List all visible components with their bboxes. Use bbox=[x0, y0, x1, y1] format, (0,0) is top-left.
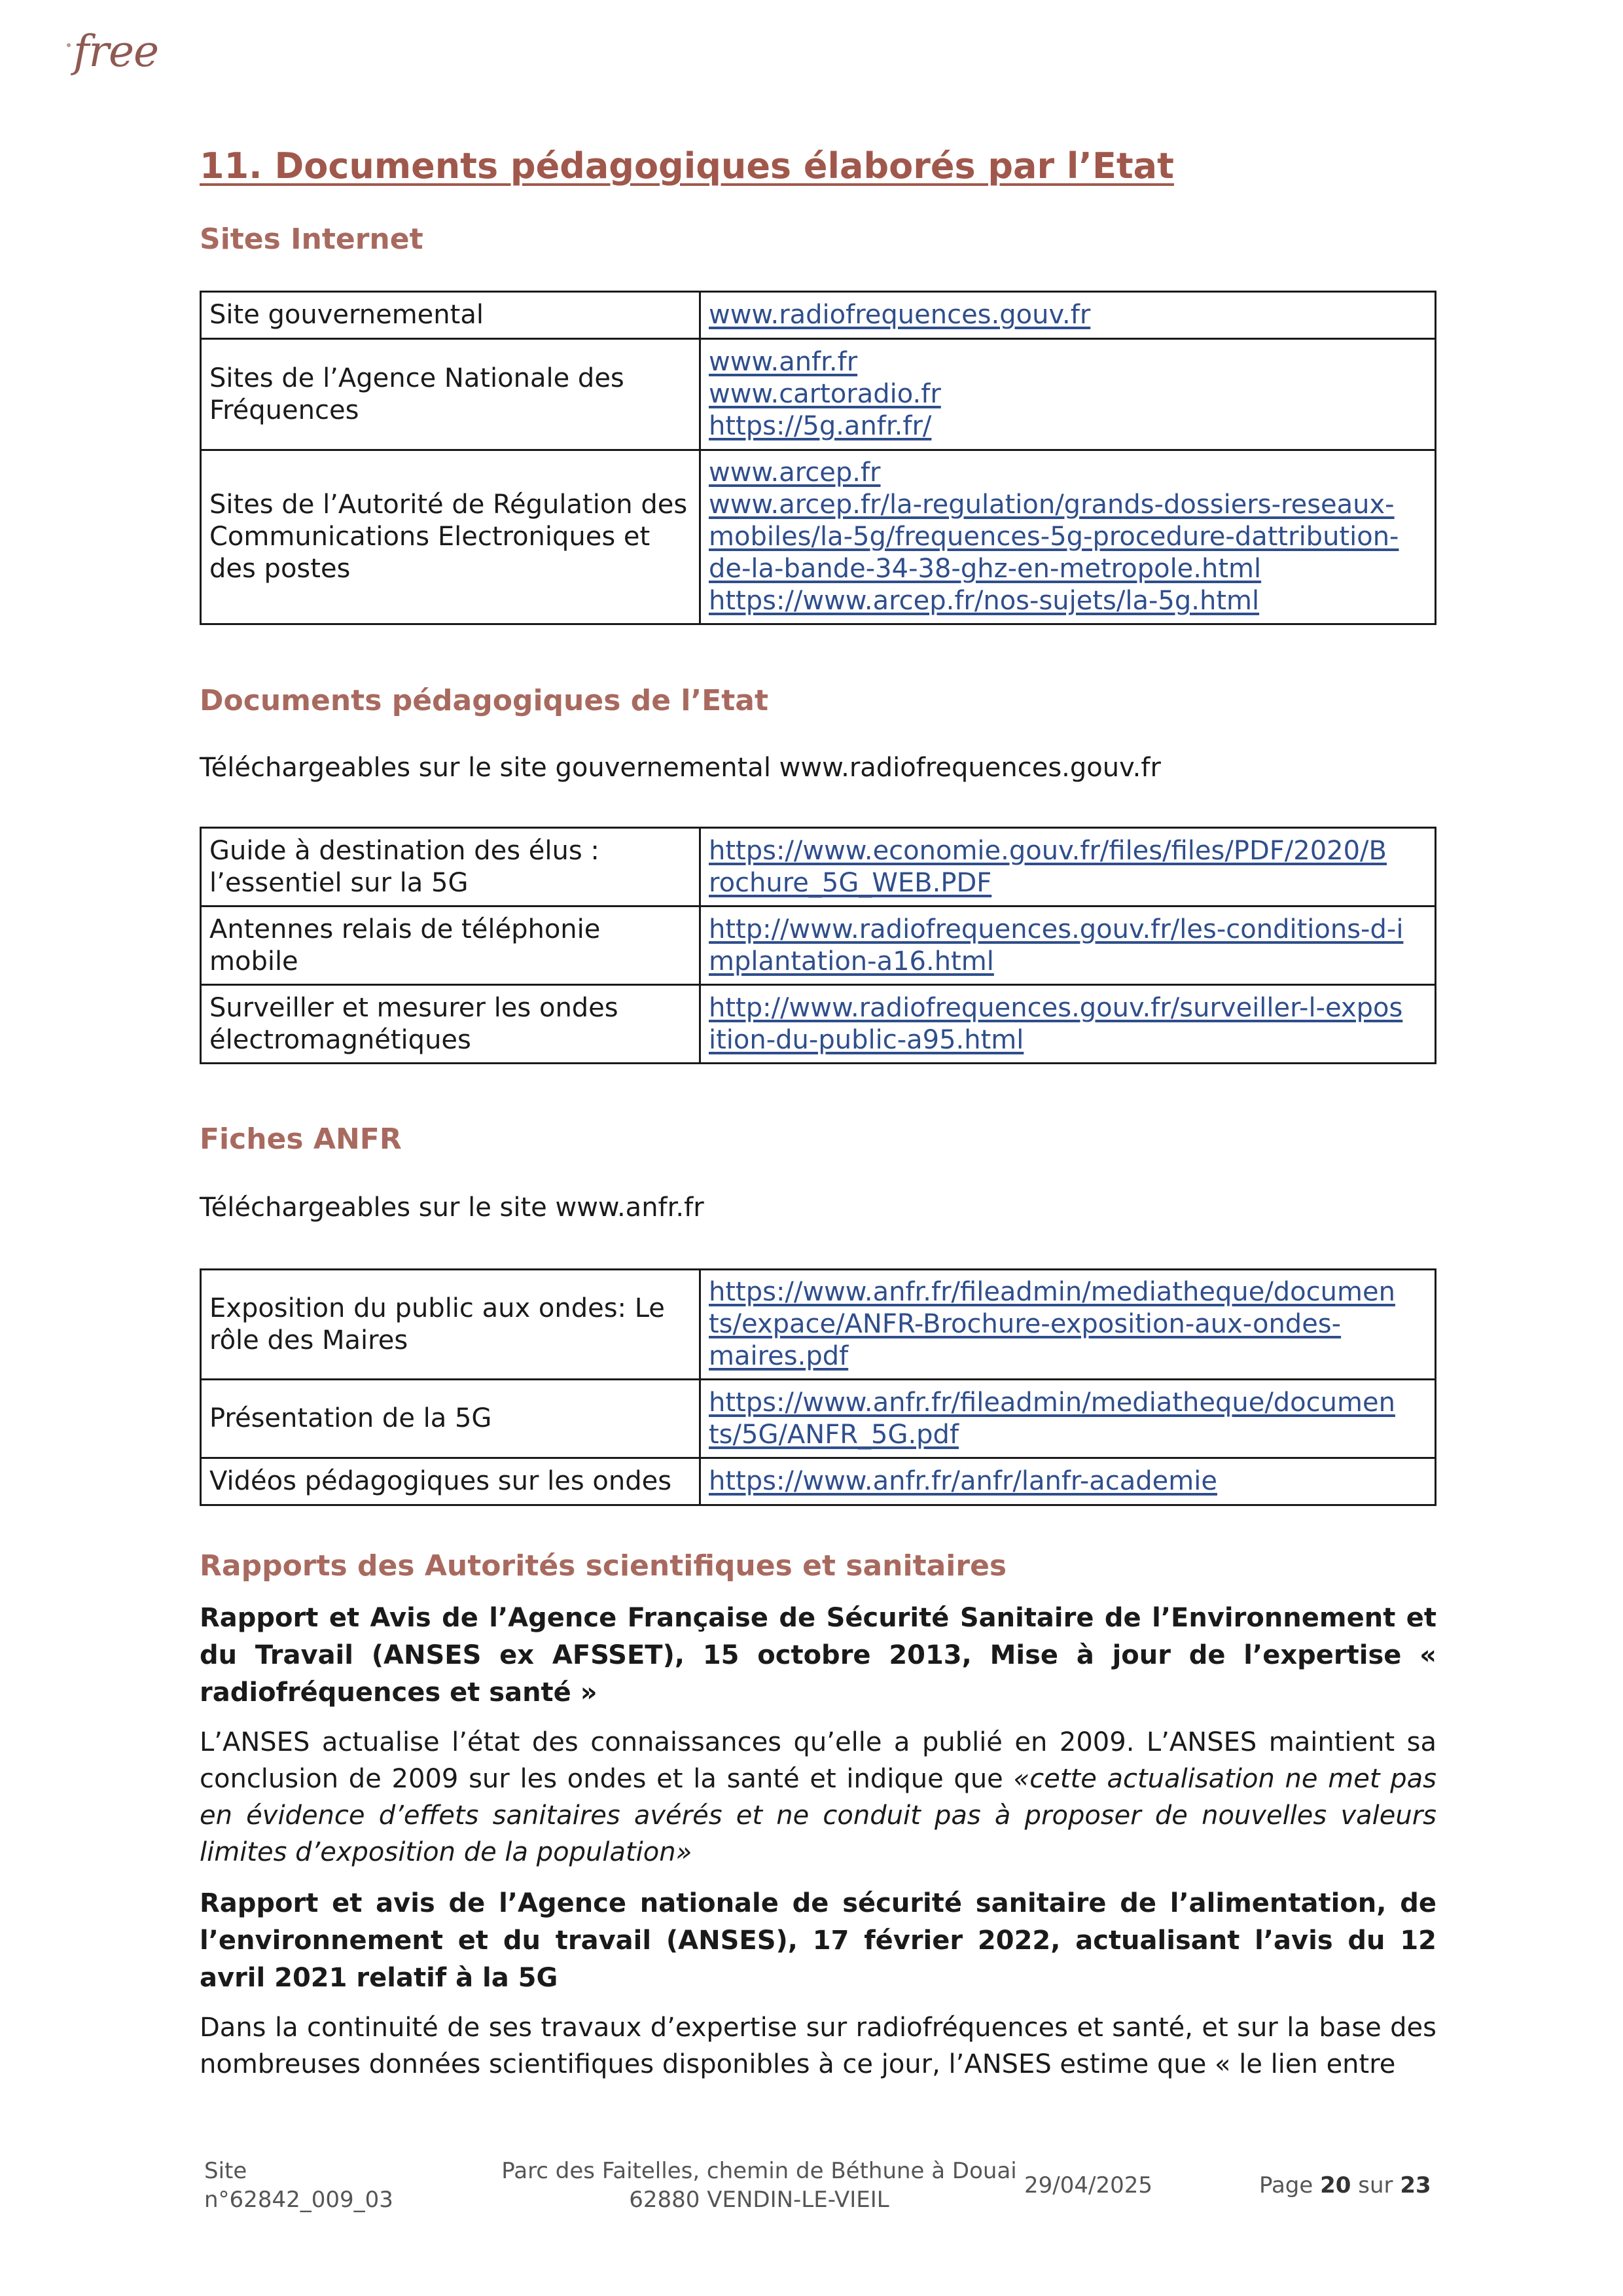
link[interactable]: www.arcep.fr bbox=[709, 457, 881, 488]
anfr-table bbox=[200, 1268, 1436, 1506]
footer-date: 29/04/2025 bbox=[1024, 2172, 1152, 2198]
link[interactable]: https://www.anfr.fr/anfr/lanfr-academie bbox=[709, 1466, 1217, 1496]
table-row bbox=[201, 1270, 1436, 1380]
row-label: Guide à destination des élus : l’essentiel sur la 5G bbox=[201, 828, 700, 906]
row-links bbox=[700, 339, 1436, 450]
row-links bbox=[700, 985, 1436, 1064]
docs-intro: Téléchargeables sur le site gouvernemental www.radiofrequences.gouv.fr bbox=[200, 753, 1161, 783]
link[interactable]: www.anfr.fr bbox=[709, 347, 858, 377]
docs-table bbox=[200, 827, 1436, 1064]
link[interactable]: https://www.arcep.fr/nos-sujets/la-5g.html bbox=[709, 586, 1260, 616]
table-row bbox=[201, 828, 1436, 906]
anfr-subheading: Fiches ANFR bbox=[200, 1122, 402, 1156]
link[interactable]: www.cartoradio.fr bbox=[709, 379, 941, 409]
footer-site bbox=[204, 2157, 393, 2214]
footer-site-number: n°62842_009_03 bbox=[204, 2187, 393, 2213]
row-links bbox=[700, 828, 1436, 906]
row-links bbox=[700, 292, 1436, 339]
section-heading: 11. Documents pédagogiques élaborés par l’Etat bbox=[200, 145, 1174, 187]
page-separator: sur bbox=[1358, 2172, 1393, 2198]
row-label: Site gouvernemental bbox=[201, 292, 700, 339]
link[interactable]: mobiles/la-5g/frequences-5g-procedure-dattribution- bbox=[709, 522, 1399, 552]
link[interactable]: http://www.radiofrequences.gouv.fr/les-conditions-d-i bbox=[709, 914, 1404, 944]
link[interactable]: https://5g.anfr.fr/ bbox=[709, 411, 932, 441]
free-logo: free bbox=[73, 26, 159, 77]
footer-address-line-2: 62880 VENDIN-LE-VIEIL bbox=[629, 2187, 889, 2213]
footer-site-label: Site bbox=[204, 2158, 247, 2184]
row-label: Exposition du public aux ondes: Le rôle des Maires bbox=[201, 1270, 700, 1380]
link[interactable]: www.radiofrequences.gouv.fr bbox=[709, 300, 1091, 330]
link[interactable]: mplantation-a16.html bbox=[709, 946, 994, 977]
row-label: Vidéos pédagogiques sur les ondes bbox=[201, 1458, 700, 1505]
link[interactable]: ition-du-public-a95.html bbox=[709, 1024, 1024, 1055]
table-row bbox=[201, 1458, 1436, 1505]
link[interactable]: https://www.economie.gouv.fr/files/files/PDF/2020/B bbox=[709, 835, 1387, 866]
sites-subheading: Sites Internet bbox=[200, 223, 423, 256]
link[interactable]: ts/expace/ANFR-Brochure-exposition-aux-ondes- bbox=[709, 1309, 1342, 1339]
logo-dot bbox=[67, 43, 71, 47]
docs-subheading: Documents pédagogiques de l’Etat bbox=[200, 684, 768, 717]
link[interactable]: maires.pdf bbox=[709, 1341, 849, 1371]
page-prefix: Page bbox=[1259, 2172, 1313, 2198]
reports-subheading: Rapports des Autorités scientifiques et sanitaires bbox=[200, 1549, 1007, 1583]
table-row bbox=[201, 906, 1436, 985]
row-links bbox=[700, 1380, 1436, 1458]
table-row bbox=[201, 339, 1436, 450]
report-1-body bbox=[200, 1724, 1436, 1871]
page-current: 20 bbox=[1320, 2172, 1351, 2198]
footer-address-line-1: Parc des Faitelles, chemin de Béthune à Douai bbox=[501, 2158, 1017, 2184]
row-label: Antennes relais de téléphonie mobile bbox=[201, 906, 700, 985]
row-links bbox=[700, 1270, 1436, 1380]
footer-address bbox=[458, 2157, 1060, 2214]
report-2-title: Rapport et avis de l’Agence nationale de sécurité sanitaire de l’alimentation, de l’environnement et du travail (ANSES), 17 février 2022, actualisant l’avis du 12 avril 2021 relatif à la 5G bbox=[200, 1888, 1436, 1993]
report-1-text: L’ANSES actualise l’état des connaissances qu’elle a publié en 2009. L’ANSES maintient sa conclusion de 2009 sur les ondes et la santé et indique que bbox=[200, 1727, 1436, 1794]
link[interactable]: https://www.anfr.fr/fileadmin/mediatheque/documen bbox=[709, 1277, 1395, 1307]
row-label: Sites de l’Agence Nationale des Fréquences bbox=[201, 339, 700, 450]
row-links bbox=[700, 906, 1436, 985]
link[interactable]: ts/5G/ANFR_5G.pdf bbox=[709, 1419, 959, 1450]
page-total: 23 bbox=[1400, 2172, 1431, 2198]
row-links bbox=[700, 450, 1436, 624]
row-label: Sites de l’Autorité de Régulation des Communications Electroniques et des postes bbox=[201, 450, 700, 624]
sites-table bbox=[200, 291, 1436, 625]
table-row bbox=[201, 1380, 1436, 1458]
table-row bbox=[201, 985, 1436, 1064]
row-label: Présentation de la 5G bbox=[201, 1380, 700, 1458]
report-1-quote: «cette actualisation ne met pas en évidence d’effets sanitaires avérés et ne conduit pas à proposer de nouvelles valeurs limites d’exposition de la population» bbox=[200, 1764, 1436, 1867]
table-row bbox=[201, 450, 1436, 624]
link[interactable]: http://www.radiofrequences.gouv.fr/surveiller-l-expos bbox=[709, 992, 1403, 1023]
report-1-title: Rapport et Avis de l’Agence Française de Sécurité Sanitaire de l’Environnement et du Travail (ANSES ex AFSSET), 15 octobre 2013, Mise à jour de l’expertise « radiofréquences et santé » bbox=[200, 1603, 1436, 1708]
link[interactable]: rochure_5G_WEB.PDF bbox=[709, 867, 992, 898]
report-2-body: Dans la continuité de ses travaux d’expertise sur radiofréquences et santé, et sur la base des nombreuses données scientifiques disponibles à ce jour, l’ANSES estime que « le lien entre bbox=[200, 2013, 1436, 2079]
anfr-intro: Téléchargeables sur le site www.anfr.fr bbox=[200, 1193, 704, 1223]
link[interactable]: de-la-bande-34-38-ghz-en-metropole.html bbox=[709, 554, 1262, 584]
table-row bbox=[201, 292, 1436, 339]
link[interactable]: www.arcep.fr/la-regulation/grands-dossiers-reseaux- bbox=[709, 490, 1395, 520]
link[interactable]: https://www.anfr.fr/fileadmin/mediatheque/documen bbox=[709, 1387, 1395, 1418]
footer-page-number bbox=[1259, 2171, 1431, 2200]
row-links bbox=[700, 1458, 1436, 1505]
row-label: Surveiller et mesurer les ondes électromagnétiques bbox=[201, 985, 700, 1064]
